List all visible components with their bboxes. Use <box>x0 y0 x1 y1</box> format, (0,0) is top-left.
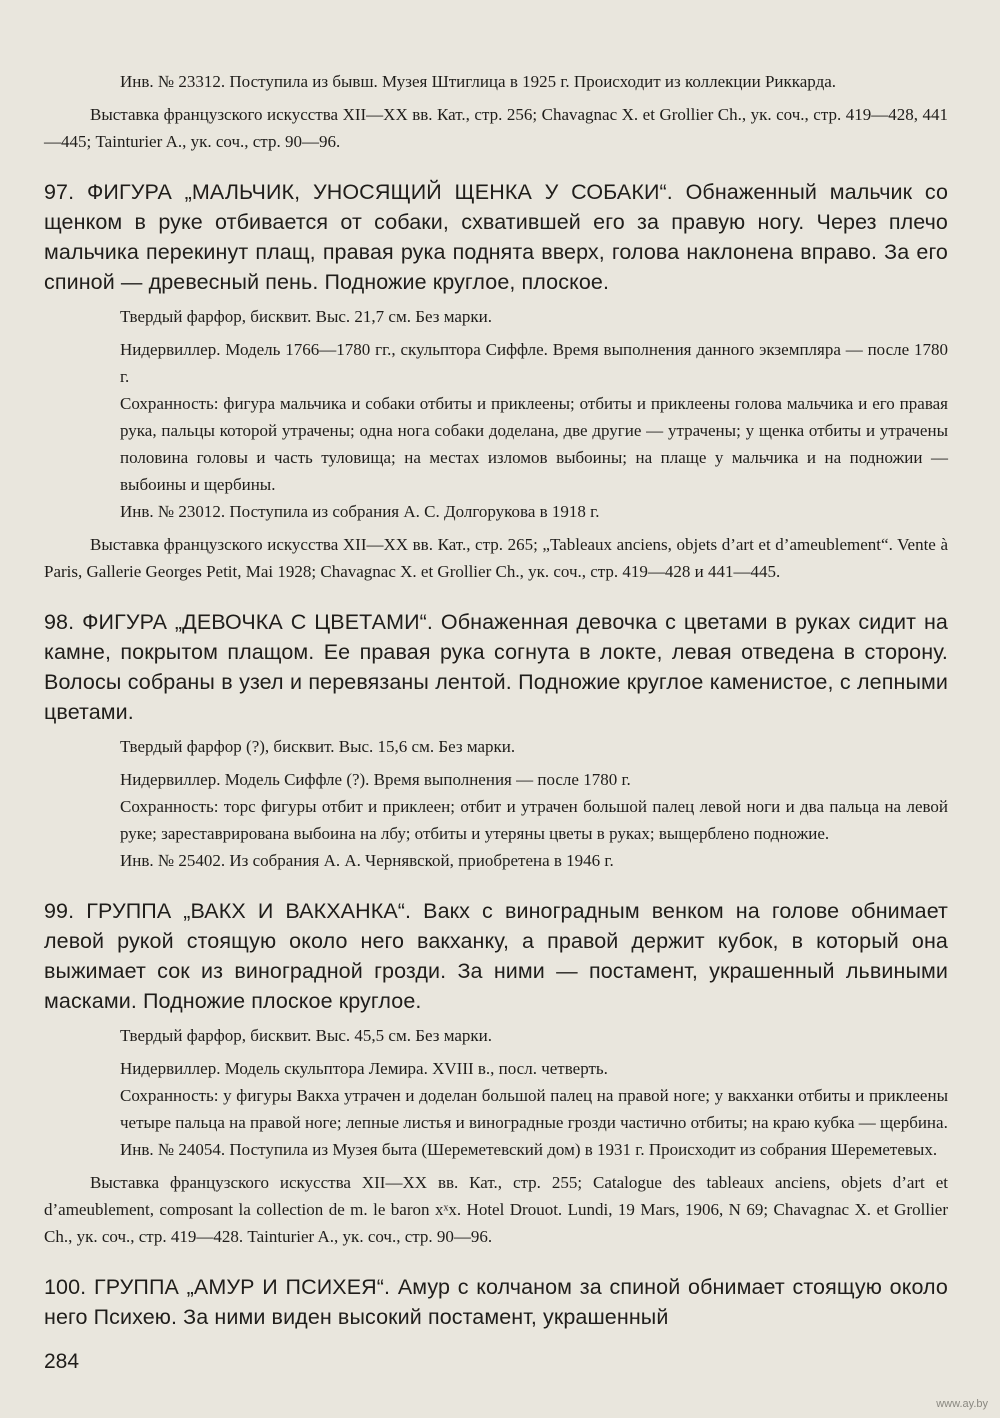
entry-description: Вакх с виноградным венком на голове обнимает левой рукой стоящую около него вакханку, а правой держит кубок, в который она выжимает сок из виноградной грозди. За ними — постамент, украшенный львиными масками. Подножие плоское круглое. <box>44 899 949 1013</box>
entry-title: ГРУППА „АМУР И ПСИХЕЯ“. <box>93 1275 391 1299</box>
entry-inventory: Инв. № 25402. Из собрания А. А. Чернявской, приобретена в 1946 г. <box>120 851 614 870</box>
entry-material: Твердый фарфор (?), бисквит. Выс. 15,6 см. Без марки. <box>120 737 516 756</box>
entry-condition: Сохранность: фигура мальчика и собаки отбиты и приклеены; отбиты и приклеены голова мальчика и его правая рука, пальцы которой утрачены; одна нога собаки доделана, две другие — утрачены; у щенка отбиты и утрачены половина головы и часть туловища; на местах изломов выбоины; на плаще у мальчика и на подножии — выбоины и щербины. <box>120 394 948 494</box>
entry-heading <box>44 177 948 297</box>
entry-title: ФИГУРА „МАЛЬЧИК, УНОСЯЩИЙ ЩЕНКА У СОБАКИ“. <box>86 180 673 204</box>
entry-material: Твердый фарфор, бисквит. Выс. 45,5 см. Без марки. <box>120 1026 492 1045</box>
entry-heading <box>44 896 948 1016</box>
entry-inventory: Инв. № 24054. Поступила из Музея быта (Шереметевский дом) в 1931 г. Происходит из собрания Шереметевых. <box>120 1140 938 1159</box>
entry-number: 97. <box>44 180 75 204</box>
catalog-entry-97 <box>44 177 948 585</box>
entry-exhibition: Выставка французского искусства XII—XX вв. Кат., стр. 255; Catalogue des tableaux anciens, objets d’art et d’ameublement, composant la collection de m. le baron xˣx. Hotel Drouot. Lundi, 19 Mars, 1906, N 69; Chavagnac X. et Grollier Ch., ук. соч., стр. 419—428. Tainturier A., ук. соч., стр. 90—96. <box>44 1173 948 1246</box>
page-number: 284 <box>44 1350 80 1373</box>
entry-number: 100. <box>44 1275 87 1299</box>
prev-entry-inventory: Инв. № 23312. Поступила из бывш. Музея Штиглица в 1925 г. Происходит из коллекции Риккарда. <box>120 72 837 91</box>
entry-material: Твердый фарфор, бисквит. Выс. 21,7 см. Без марки. <box>120 307 492 326</box>
entry-origin: Нидервиллер. Модель 1766—1780 гг., скульптора Сиффле. Время выполнения данного экземпляра — после 1780 г. <box>120 340 948 386</box>
entry-title: ФИГУРА „ДЕВОЧКА С ЦВЕТАМИ“. <box>82 610 433 634</box>
entry-number: 98. <box>44 610 75 634</box>
entry-description: Обнаженная девочка с цветами в руках сидит на камне, покрытом плащом. Ее правая рука согнута в локте, левая отведена в сторону. Волосы собраны в узел и перевязаны лентой. Подножие круглое каменистое, с лепными цветами. <box>44 610 948 724</box>
entry-exhibition: Выставка французского искусства XII—XX вв. Кат., стр. 265; „Tableaux anciens, objets d’art et d’ameublement“. Vente à Paris, Gallerie Georges Petit, Mai 1928; Chavagnac X. et Grollier Ch., ук. соч., стр. 419—428 и 441—445. <box>44 535 948 581</box>
entry-description: Обнаженный мальчик со щенком в руке отбивается от собаки, схватившей его за правую ногу. Через плечо мальчика перекинут плащ, правая рука поднята вверх, голова наклонена вправо. За его спиной — древесный пень. Подножие круглое, плоское. <box>44 180 949 294</box>
entry-condition: Сохранность: торс фигуры отбит и приклеен; отбит и утрачен большой палец левой ноги и два пальца на левой руке; зареставрирована выбоина на лбу; отбиты и утеряны цветы в руках; выщерблено подножие. <box>120 797 948 843</box>
entry-number: 99. <box>44 899 75 923</box>
watermark: www.ay.by <box>936 1398 988 1410</box>
catalog-entry-98 <box>44 607 948 874</box>
entry-title: ГРУППА „ВАКХ И ВАКХАНКА“. <box>86 899 412 923</box>
entry-description: Амур с колчаном за спиной обнимает стоящую около него Психею. За ними виден высокий постамент, украшенный <box>44 1275 948 1329</box>
entry-condition: Сохранность: у фигуры Вакха утрачен и доделан большой палец на правой ноге; у вакханки отбиты и приклеены четыре пальца на правой ноге; лепные листья и виноградные грозди частично отбиты; на краю кубка — щербина. <box>120 1086 948 1132</box>
entry-heading <box>44 607 948 727</box>
catalog-entry-100 <box>44 1272 948 1332</box>
entry-inventory: Инв. № 23012. Поступила из собрания А. С. Долгорукова в 1918 г. <box>120 502 600 521</box>
entry-origin: Нидервиллер. Модель Сиффле (?). Время выполнения — после 1780 г. <box>120 770 631 789</box>
entry-origin: Нидервиллер. Модель скульптора Лемира. XVIII в., посл. четверть. <box>120 1059 608 1078</box>
catalog-entry-99 <box>44 896 948 1250</box>
prev-entry-exhibition: Выставка французского искусства XII—XX вв. Кат., стр. 256; Chavagnac X. et Grollier Ch., ук. соч., стр. 419—428, 441—445; Tainturier A., ук. соч., стр. 90—96. <box>44 105 948 151</box>
entry-heading <box>44 1272 948 1332</box>
